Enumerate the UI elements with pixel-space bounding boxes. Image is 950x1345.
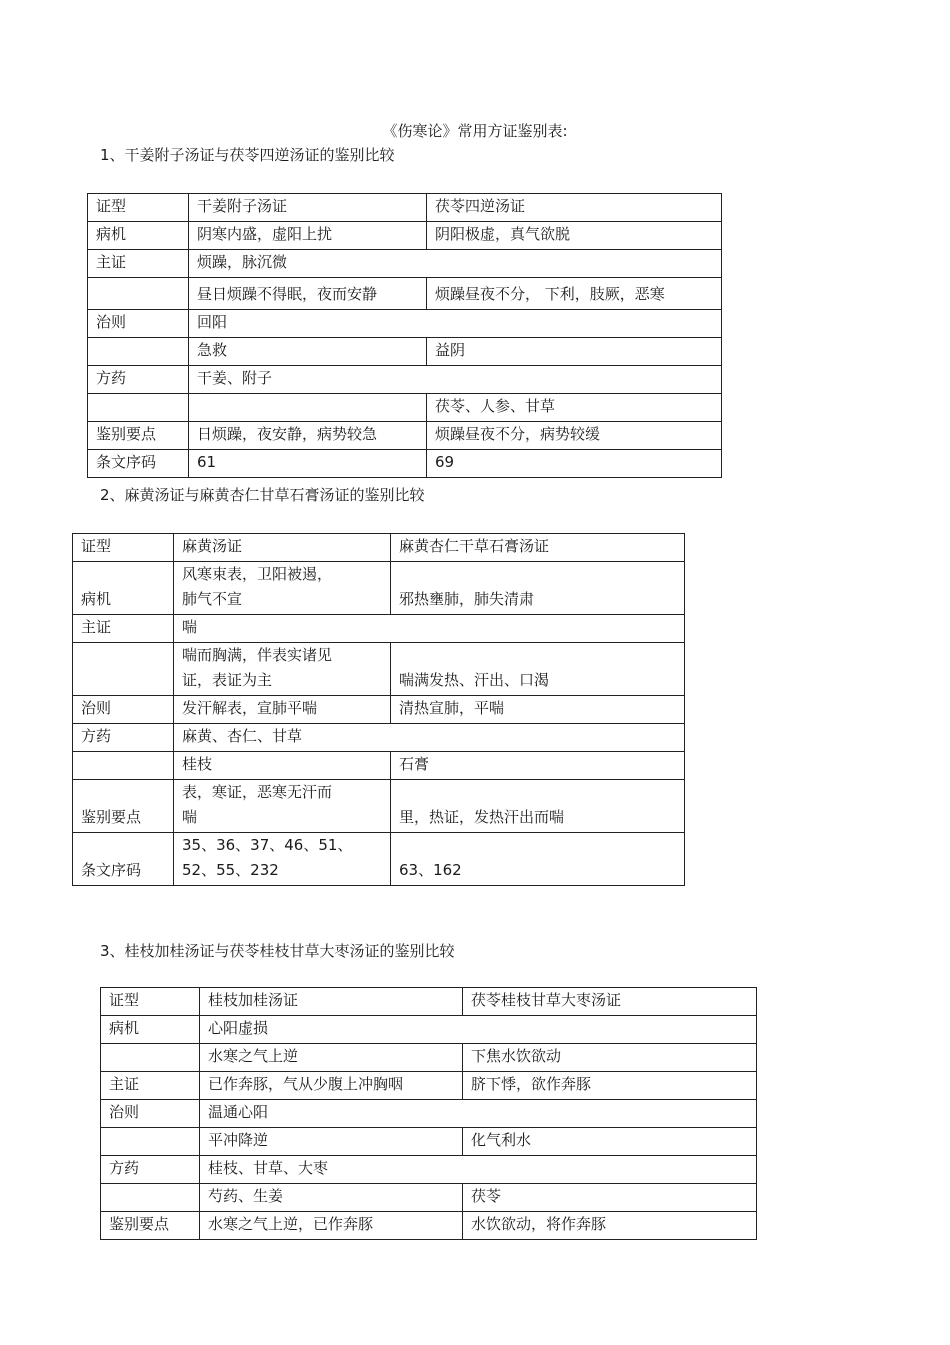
cell: 干姜、附子 (189, 366, 722, 394)
table-row (88, 278, 722, 310)
cell: 邪热壅肺，肺失清肃 (391, 562, 685, 615)
cell: 方药 (88, 366, 189, 394)
table-row (88, 310, 722, 338)
cell: 喘 (174, 615, 685, 643)
cell: 麻黄汤证 (174, 534, 391, 562)
table-row (88, 394, 722, 422)
table-row (73, 643, 685, 696)
document-title: 《伤寒论》常用方证鉴别表: (382, 122, 568, 140)
cell: 茯苓 (463, 1184, 757, 1212)
table-row (101, 988, 757, 1016)
table-3 (100, 987, 757, 1240)
cell: 主证 (73, 615, 174, 643)
cell: 芍药、生姜 (200, 1184, 463, 1212)
table-row (88, 194, 722, 222)
cell: 平冲降逆 (200, 1128, 463, 1156)
cell: 鉴别要点 (88, 422, 189, 450)
cell: 清热宣肺，平喘 (391, 696, 685, 724)
table-row (101, 1016, 757, 1044)
cell: 喘而胸满，伴表实诸见 证，表证为主 (174, 643, 391, 696)
cell: 烦躁，脉沉微 (189, 250, 722, 278)
cell: 麻黄杏仁干草石膏汤证 (391, 534, 685, 562)
table-1 (87, 193, 722, 478)
cell: 条文序码 (73, 833, 174, 886)
cell: 阴阳极虚，真气欲脱 (427, 222, 722, 250)
cell (73, 752, 174, 780)
cell: 桂枝加桂汤证 (200, 988, 463, 1016)
table-row (101, 1128, 757, 1156)
cell: 益阴 (427, 338, 722, 366)
table-2 (72, 533, 685, 886)
table-row (101, 1184, 757, 1212)
cell (189, 394, 427, 422)
cell: 里，热证，发热汗出而喘 (391, 780, 685, 833)
cell: 急救 (189, 338, 427, 366)
cell: 水饮欲动，将作奔豚 (463, 1212, 757, 1240)
cell: 干姜附子汤证 (189, 194, 427, 222)
table-row (88, 222, 722, 250)
cell (101, 1128, 200, 1156)
cell: 61 (189, 450, 427, 478)
cell: 桂枝 (174, 752, 391, 780)
cell: 风寒束表，卫阳被遏， 肺气不宣 (174, 562, 391, 615)
cell: 烦躁昼夜不分， 下利，肢厥，恶寒 (427, 278, 722, 310)
cell: 病机 (88, 222, 189, 250)
section-1-heading: 1、干姜附子汤证与茯苓四逆汤证的鉴别比较 (100, 146, 395, 164)
cell: 证型 (101, 988, 200, 1016)
table-row (88, 250, 722, 278)
section-3-heading: 3、桂枝加桂汤证与茯苓桂枝甘草大枣汤证的鉴别比较 (100, 942, 455, 960)
table-row (88, 422, 722, 450)
cell: 主证 (101, 1072, 200, 1100)
cell (101, 1044, 200, 1072)
cell: 昼日烦躁不得眠，夜而安静 (189, 278, 427, 310)
table-row (73, 752, 685, 780)
cell: 条文序码 (88, 450, 189, 478)
table-row (88, 366, 722, 394)
cell: 下焦水饮欲动 (463, 1044, 757, 1072)
cell: 脐下悸，欲作奔豚 (463, 1072, 757, 1100)
cell: 35、36、37、46、51、 52、55、232 (174, 833, 391, 886)
cell (73, 643, 174, 696)
table-row (101, 1212, 757, 1240)
cell: 茯苓、人参、甘草 (427, 394, 722, 422)
table-row (73, 696, 685, 724)
table-row (73, 724, 685, 752)
table-row (101, 1100, 757, 1128)
cell: 温通心阳 (200, 1100, 757, 1128)
table-row (88, 450, 722, 478)
cell: 阴寒内盛，虚阳上扰 (189, 222, 427, 250)
cell: 日烦躁，夜安静，病势较急 (189, 422, 427, 450)
cell: 已作奔豚，气从少腹上冲胸咽 (200, 1072, 463, 1100)
cell: 鉴别要点 (73, 780, 174, 833)
cell: 方药 (73, 724, 174, 752)
cell: 茯苓桂枝甘草大枣汤证 (463, 988, 757, 1016)
cell: 证型 (88, 194, 189, 222)
table-row (73, 780, 685, 833)
cell: 鉴别要点 (101, 1212, 200, 1240)
cell (88, 278, 189, 310)
cell: 喘满发热、汗出、口渴 (391, 643, 685, 696)
section-2-heading: 2、麻黄汤证与麻黄杏仁甘草石膏汤证的鉴别比较 (100, 486, 425, 504)
cell: 证型 (73, 534, 174, 562)
cell: 桂枝、甘草、大枣 (200, 1156, 757, 1184)
cell: 病机 (101, 1016, 200, 1044)
table-row (101, 1156, 757, 1184)
cell: 水寒之气上逆 (200, 1044, 463, 1072)
cell: 石膏 (391, 752, 685, 780)
table-row (73, 534, 685, 562)
cell: 主证 (88, 250, 189, 278)
cell: 回阳 (189, 310, 722, 338)
table-row (73, 562, 685, 615)
cell: 化气利水 (463, 1128, 757, 1156)
cell: 69 (427, 450, 722, 478)
table-row (73, 833, 685, 886)
cell: 病机 (73, 562, 174, 615)
cell: 治则 (88, 310, 189, 338)
table-row (88, 338, 722, 366)
cell (88, 338, 189, 366)
cell: 治则 (73, 696, 174, 724)
cell (88, 394, 189, 422)
cell: 麻黄、杏仁、甘草 (174, 724, 685, 752)
cell: 表，寒证，恶寒无汗而 喘 (174, 780, 391, 833)
cell: 方药 (101, 1156, 200, 1184)
cell (101, 1184, 200, 1212)
cell: 烦躁昼夜不分，病势较缓 (427, 422, 722, 450)
cell: 治则 (101, 1100, 200, 1128)
table-row (101, 1044, 757, 1072)
table-row (73, 615, 685, 643)
table-row (101, 1072, 757, 1100)
cell: 63、162 (391, 833, 685, 886)
cell: 茯苓四逆汤证 (427, 194, 722, 222)
cell: 发汗解表，宣肺平喘 (174, 696, 391, 724)
cell: 水寒之气上逆，已作奔豚 (200, 1212, 463, 1240)
cell: 心阳虚损 (200, 1016, 757, 1044)
